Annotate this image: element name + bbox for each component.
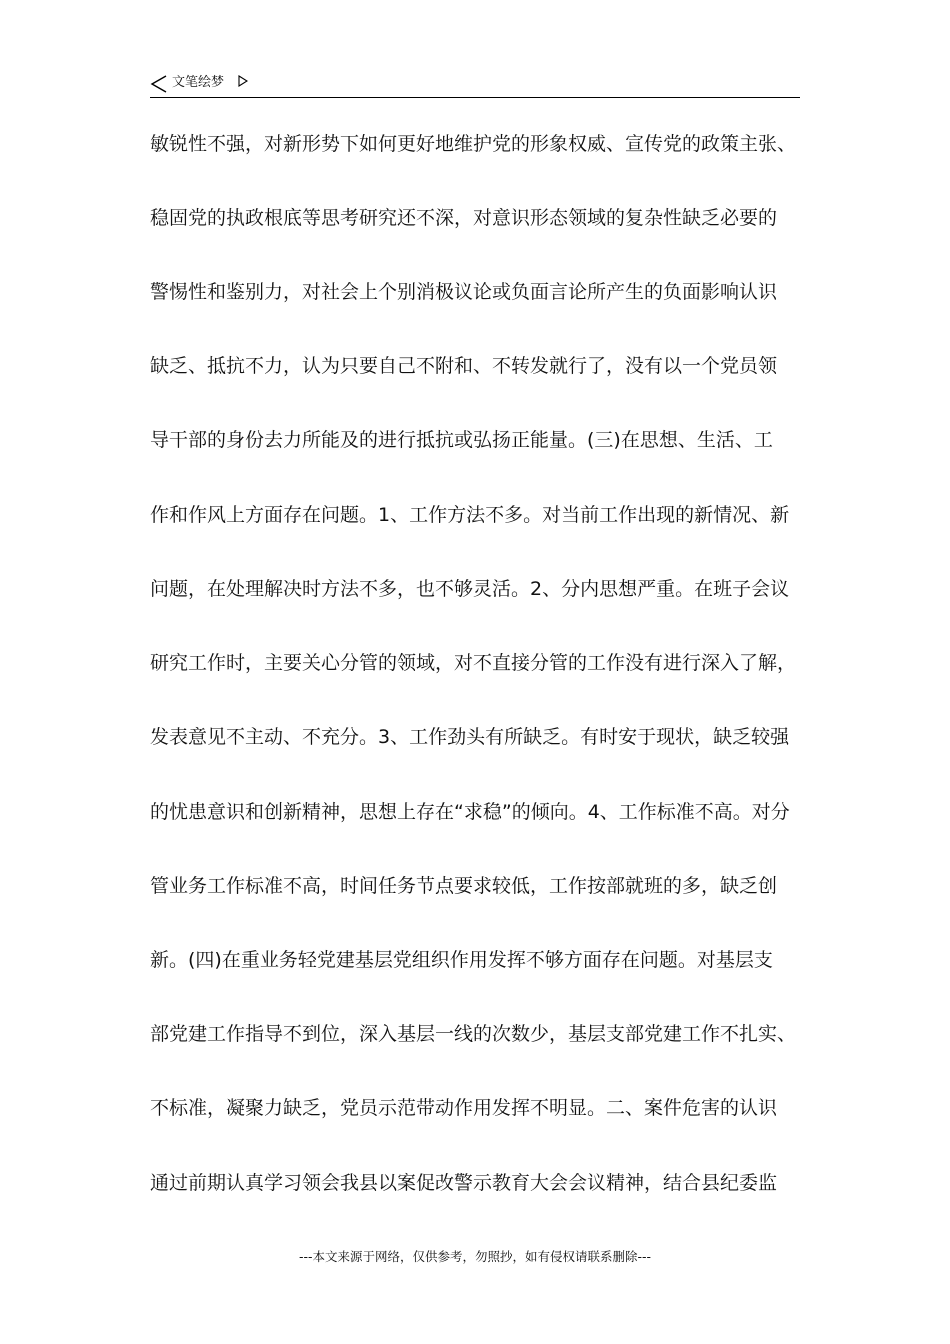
body-line: 新。(四)在重业务轻党建基层党组织作用发挥不够方面存在问题。对基层支 [150, 949, 773, 971]
page-header [150, 72, 800, 98]
footer-disclaimer: ---本文来源于网络，仅供参考，勿照抄，如有侵权请联系删除--- [298, 1249, 652, 1264]
body-line: 作和作风上方面存在问题。1、工作方法不多。对当前工作出现的新情况、新 [150, 504, 790, 526]
body-line: 问题，在处理解决时方法不多，也不够灵活。2、分内思想严重。在班子会议 [150, 578, 790, 600]
body-line: 发表意见不主动、不充分。3、工作劲头有所缺乏。有时安于现状，缺乏较强 [150, 726, 790, 748]
body-line: 导干部的身份去力所能及的进行抵抗或弘扬正能量。(三)在思想、生活、工 [150, 429, 773, 451]
body-line: 警惕性和鉴别力，对社会上个别消极议论或负面言论所产生的负面影响认识 [150, 281, 778, 303]
header-title: 文笔绘梦 [172, 75, 225, 90]
triangle-left-outline-icon [150, 74, 168, 94]
triangle-right-outline-icon [238, 75, 248, 87]
body-line: 缺乏、抵抗不力，认为只要自己不附和、不转发就行了，没有以一个党员领 [150, 355, 778, 377]
body-line: 的忧患意识和创新精神，思想上存在“求稳”的倾向。4、工作标准不高。对分 [150, 801, 790, 823]
body-line: 通过前期认真学习领会我县以案促改警示教育大会会议精神，结合县纪委监 [150, 1172, 778, 1194]
body-line: 不标准，凝聚力缺乏，党员示范带动作用发挥不明显。二、案件危害的认识 [150, 1097, 778, 1119]
body-line: 研究工作时，主要关心分管的领域，对不直接分管的工作没有进行深入了解， [150, 652, 797, 674]
body-line: 部党建工作指导不到位，深入基层一线的次数少，基层支部党建工作不扎实、 [150, 1023, 797, 1045]
body-line: 稳固党的执政根底等思考研究还不深，对意识形态领域的复杂性缺乏必要的 [150, 207, 778, 229]
body-line: 敏锐性不强，对新形势下如何更好地维护党的形象权威、宣传党的政策主张、 [150, 133, 797, 155]
body-line: 管业务工作标准不高，时间任务节点要求较低，工作按部就班的多，缺乏创 [150, 875, 778, 897]
